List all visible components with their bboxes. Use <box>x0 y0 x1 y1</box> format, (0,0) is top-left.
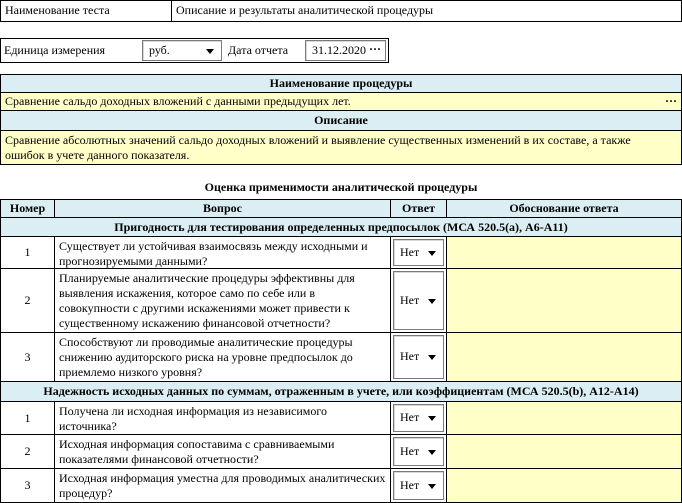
procedure-name-field[interactable]: Сравнение сальдо доходных вложений с данными предыдущих лет. ··· <box>0 92 682 111</box>
row-question: Исходная информация уместна для проводимых аналитических процедур? <box>54 468 391 503</box>
answer-select[interactable]: Нет <box>393 239 444 266</box>
description-field[interactable]: Сравнение абсолютных значений сальдо доходных вложений и выявление существенных изменений в их составе, а также ошибок в учете данного показателя. <box>0 130 682 165</box>
reason-field[interactable] <box>446 468 682 503</box>
reason-field[interactable] <box>446 401 682 435</box>
answer-cell <box>390 236 447 269</box>
answer-cell <box>390 268 447 333</box>
row-question: Существует ли устойчивая взаимосвязь между исходными и прогнозируемыми данными? <box>54 236 391 269</box>
row-question: Планируемые аналитические процедуры эффективны для выявления искажения, которое само по себе или в совокупности с другими искажениями может привести к существенному искажению финансовой отчетности? <box>54 268 391 333</box>
answer-cell <box>390 434 447 469</box>
report-date-field[interactable] <box>305 40 386 61</box>
section-heading: Надежность исходных данных по суммам, отраженным в учете, или коэффициентам (МСА 520.5(b), А12-А14) <box>0 381 682 402</box>
unit-select-value: руб. <box>149 43 170 57</box>
answer-select[interactable]: Нет <box>393 404 444 432</box>
reason-field[interactable] <box>446 236 682 269</box>
row-number: 1 <box>0 401 55 435</box>
chevron-down-icon <box>428 416 436 421</box>
unit-label: Единица измерения <box>4 43 106 57</box>
chevron-down-icon <box>206 49 214 54</box>
answer-select[interactable]: Нет <box>393 471 444 500</box>
row-question: Получена ли исходная информация из независимого источника? <box>54 401 391 435</box>
test-name-value: Описание и результаты аналитической процедуры <box>171 0 682 22</box>
test-name-label: Наименование теста <box>0 0 172 22</box>
report-date-value: 31.12.2020 <box>312 43 366 57</box>
answer-cell <box>390 332 447 382</box>
reason-field[interactable] <box>446 332 682 382</box>
row-number: 2 <box>0 268 55 333</box>
chevron-down-icon <box>428 355 436 360</box>
row-number: 2 <box>0 434 55 469</box>
chevron-down-icon <box>428 450 436 455</box>
row-question: Способствуют ли проводимые аналитические процедуры снижению аудиторского риска на уровне предпосылок до приемлемо низкого уровня? <box>54 332 391 382</box>
col-answer-header: Ответ <box>390 199 447 218</box>
date-picker-more-icon[interactable]: ··· <box>368 42 381 56</box>
procedure-more-icon[interactable]: ··· <box>664 94 677 108</box>
answer-select[interactable]: Нет <box>393 437 444 466</box>
unit-select[interactable] <box>142 40 222 61</box>
answer-cell <box>390 468 447 503</box>
description-header: Описание <box>0 110 682 131</box>
answer-select[interactable]: Нет <box>393 271 444 330</box>
row-question: Исходная информация сопоставима с сравниваемыми показателями финансовой отчетности? <box>54 434 391 469</box>
row-number: 3 <box>0 468 55 503</box>
section-heading: Пригодность для тестирования определенных предпосылок (МСА 520.5(а), А6-А11) <box>0 217 682 237</box>
col-number-header: Номер <box>0 199 55 218</box>
chevron-down-icon <box>428 251 436 256</box>
chevron-down-icon <box>428 484 436 489</box>
procedure-name-header: Наименование процедуры <box>0 74 682 93</box>
row-number: 1 <box>0 236 55 269</box>
date-label: Дата отчета <box>228 43 289 57</box>
answer-select[interactable]: Нет <box>393 335 444 379</box>
col-question-header: Вопрос <box>54 199 391 218</box>
answer-cell <box>390 401 447 435</box>
col-reason-header: Обоснование ответа <box>446 199 682 218</box>
chevron-down-icon <box>428 299 436 304</box>
reason-field[interactable] <box>446 268 682 333</box>
row-number: 3 <box>0 332 55 382</box>
assessment-title: Оценка применимости аналитической процедуры <box>204 180 478 194</box>
reason-field[interactable] <box>446 434 682 469</box>
